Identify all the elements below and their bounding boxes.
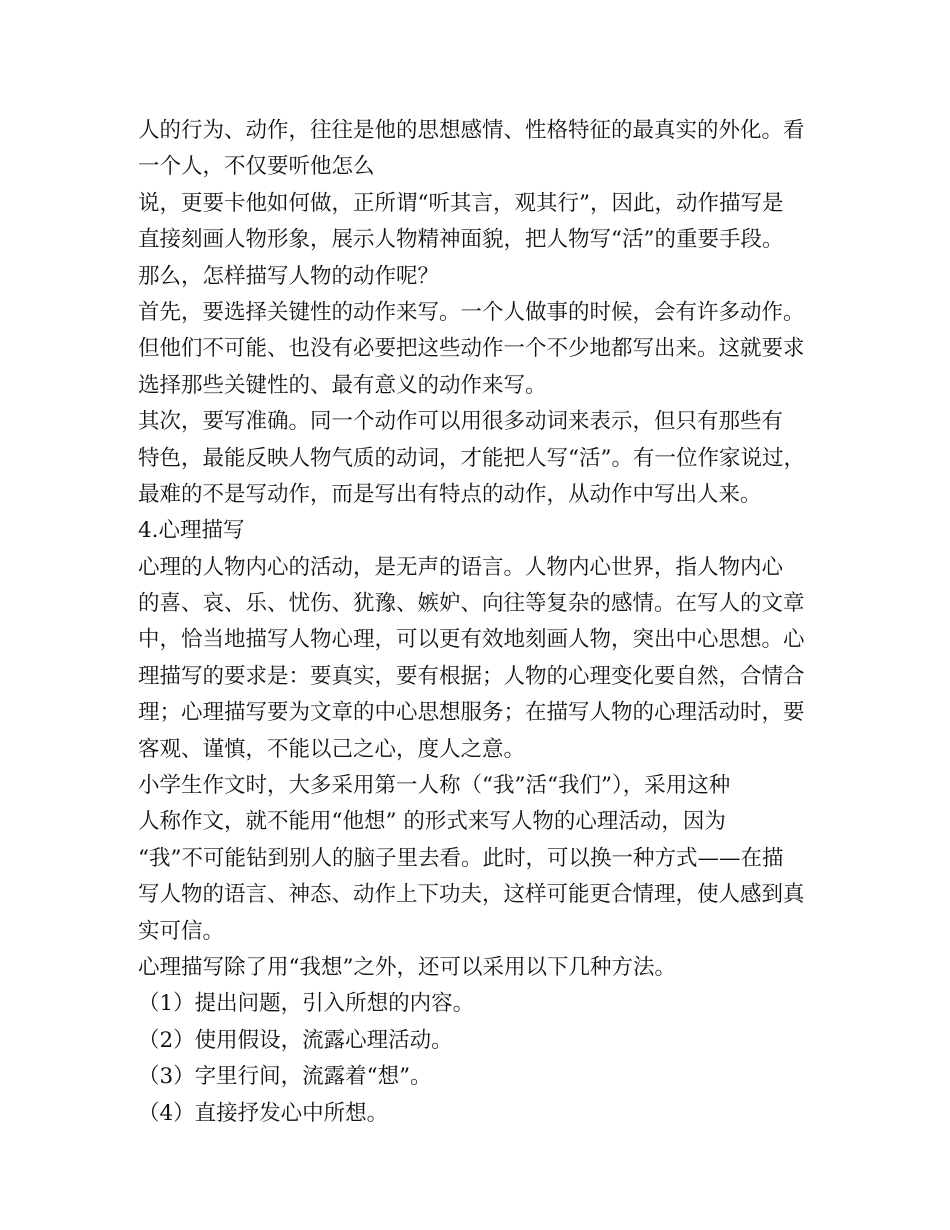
text-line: 那么，怎样描写人物的动作呢？ (138, 263, 440, 289)
list-item: （3）字里行间，流露着“想”。 (138, 1064, 432, 1090)
text-line: 直接刻画人物形象，展示人物精神面貌，把人物写“活”的重要手段。 (138, 227, 784, 253)
text-line: 的喜、哀、乐、忧伤、犹豫、嫉妒、向往等复杂的感情。在写人的文章 (138, 591, 805, 617)
text-line: 说，更要卡他如何做，正所谓“听其言，观其行”，因此，动作描写是 (138, 190, 784, 216)
document-page (138, 113, 838, 1132)
text-line: 心理的人物内心的活动，是无声的语言。人物内心世界，指人物内心 (138, 554, 784, 580)
list-item: （4）直接抒发心中所想。 (138, 1100, 389, 1126)
section-heading: 4.心理描写 (138, 518, 245, 544)
text-line: 最难的不是写动作，而是写出有特点的动作，从动作中写出人来。 (138, 481, 762, 507)
text-line: 心理描写除了用“我想”之外，还可以采用以下几种方法。 (138, 954, 676, 980)
list-item: （2）使用假设，流露心理活动。 (138, 1027, 453, 1053)
text-line: “我”不可能钻到别人的脑子里去看。此时，可以换一种方式——在描 (138, 845, 784, 871)
text-line: 一个人，不仅要听他怎么 (138, 154, 375, 180)
list-item: （1）提出问题，引入所想的内容。 (138, 991, 475, 1017)
text-line: 写人物的语言、神态、动作上下功夫，这样可能更合情理，使人感到真 (138, 882, 805, 908)
text-line: 人称作文，就不能用“他想” 的形式来写人物的心理活动，因为 (138, 809, 726, 835)
text-line: 人的行为、动作，往往是他的思想感情、性格特征的最真实的外化。看 (138, 118, 805, 143)
text-line: 选择那些关键性的、最有意义的动作来写。 (138, 372, 547, 398)
text-line: 首先，要选择关键性的动作来写。一个人做事的时候，会有许多动作。 (138, 299, 805, 325)
text-line: 中，恰当地描写人物心理，可以更有效地刻画人物，突出中心思想。心 (138, 627, 805, 653)
text-line: 但他们不可能、也没有必要把这些动作一个不少地都写出来。这就要求 (138, 336, 805, 362)
text-line: 理描写的要求是：要真实，要有根据；人物的心理变化要自然，合情合 (138, 663, 805, 689)
text-line: 其次，要写准确。同一个动作可以用很多动词来表示，但只有那些有 (138, 409, 784, 435)
text-line: 客观、谨慎，不能以己之心，度人之意。 (138, 736, 526, 762)
text-line: 实可信。 (138, 918, 225, 944)
text-line: 理；心理描写要为文章的中心思想服务；在描写人物的心理活动时，要 (138, 700, 805, 726)
text-line: 小学生作文时，大多采用第一人称（“我”活“我们”），采用这种 (138, 773, 731, 799)
text-line: 特色，最能反映人物气质的动词，才能把人写“活”。有一位作家说过， (138, 445, 805, 471)
